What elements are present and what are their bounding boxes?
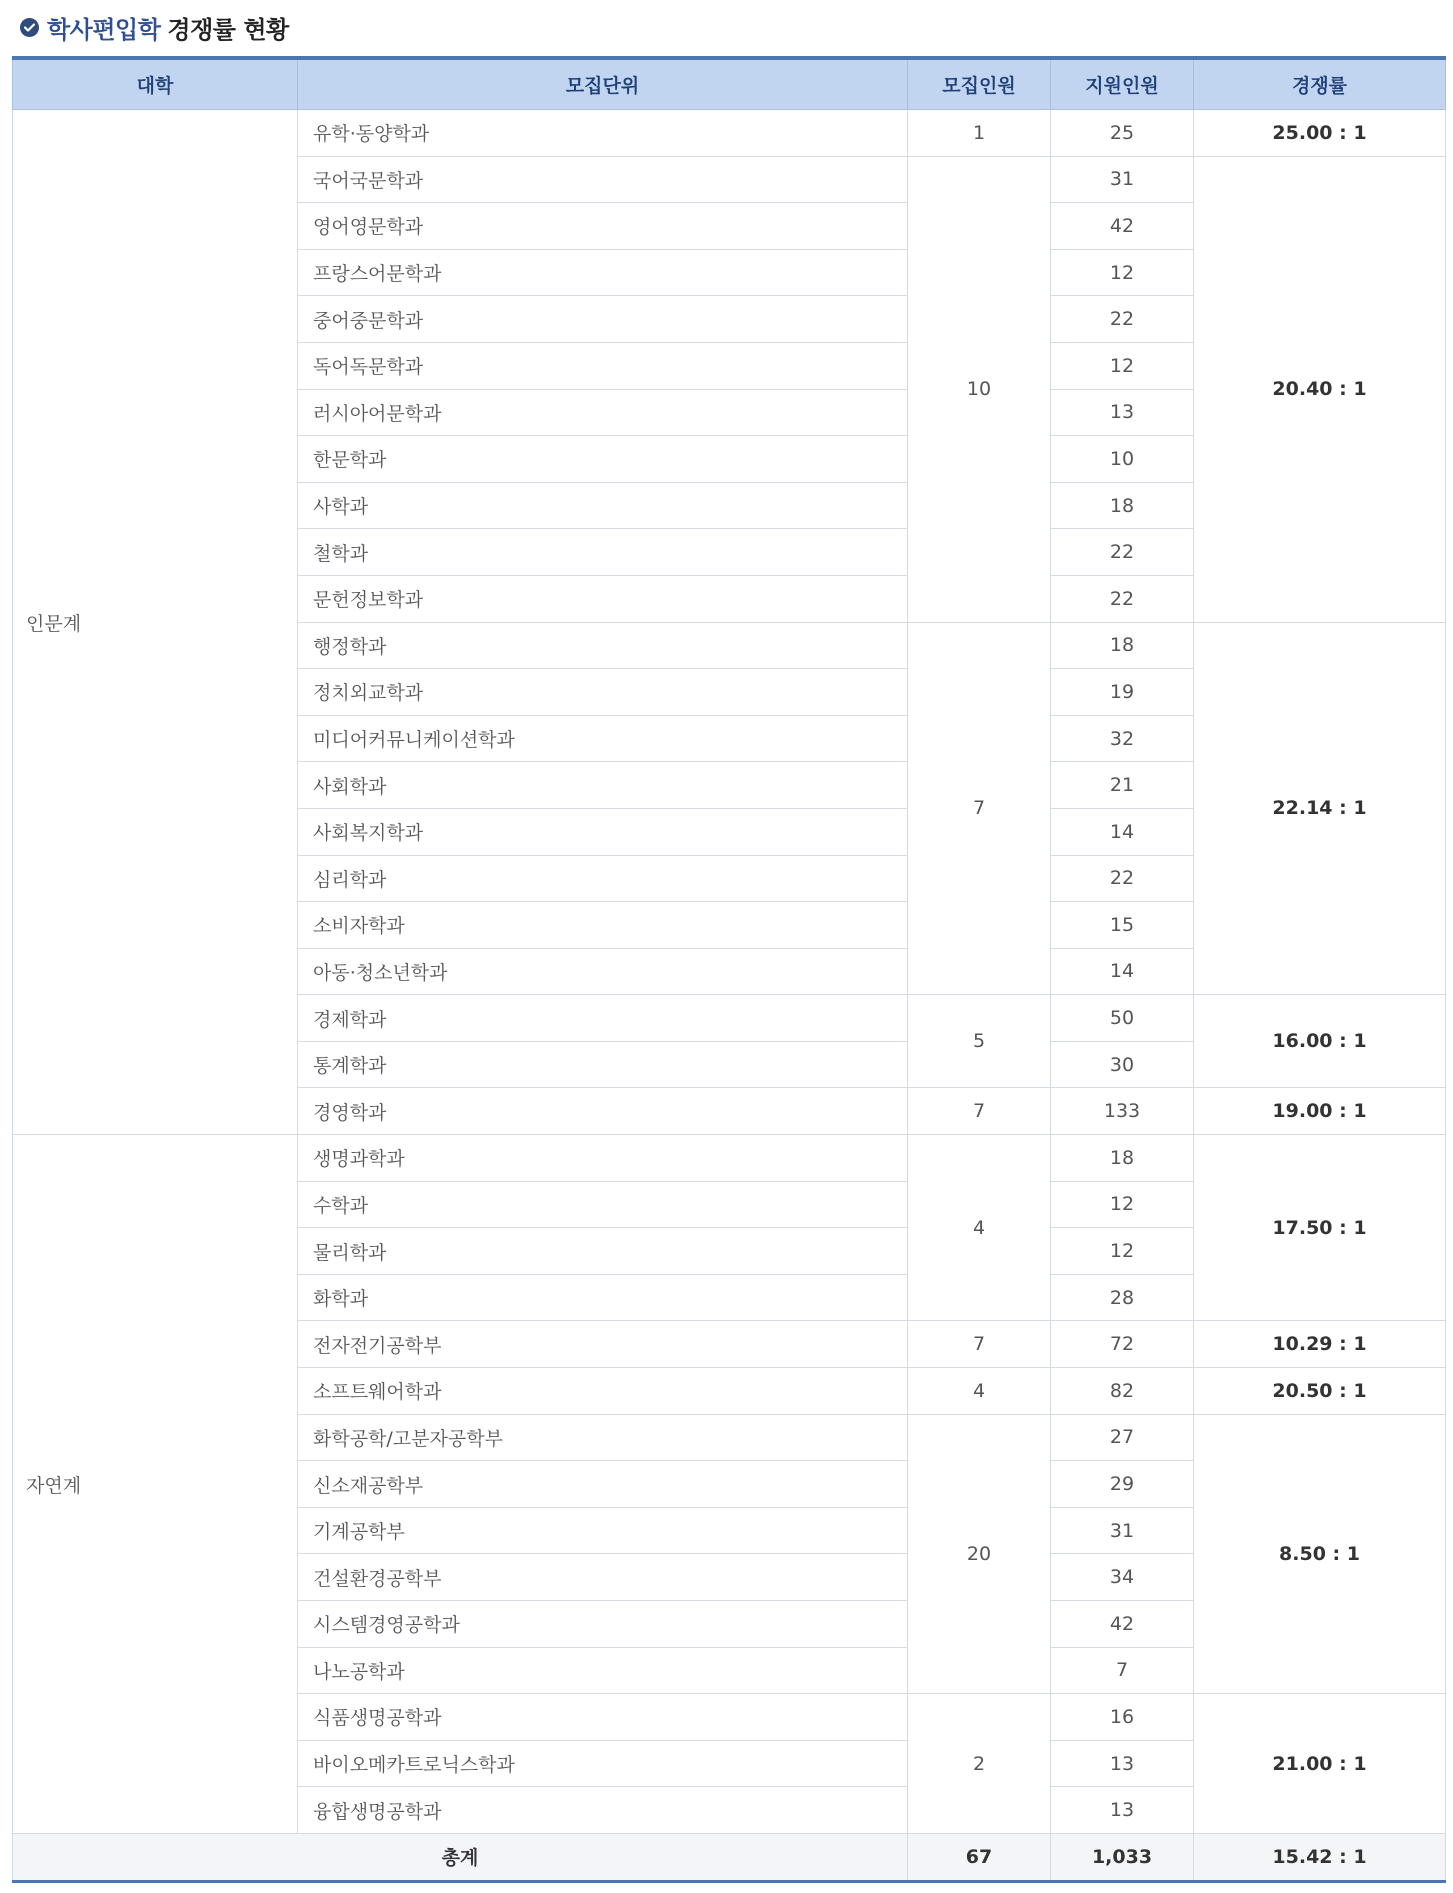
unit-cell: 생명과학과	[298, 1135, 908, 1182]
unit-cell: 소비자학과	[298, 902, 908, 949]
quota-cell: 7	[908, 1321, 1051, 1368]
applicants-cell: 12	[1051, 342, 1194, 389]
college-cell: 자연계	[13, 1135, 298, 1834]
check-circle-icon	[20, 18, 39, 37]
quota-cell: 7	[908, 1088, 1051, 1135]
unit-cell: 사회복지학과	[298, 808, 908, 855]
applicants-cell: 133	[1051, 1088, 1194, 1135]
rate-cell: 10.29 : 1	[1194, 1321, 1446, 1368]
applicants-cell: 18	[1051, 482, 1194, 529]
unit-cell: 전자전기공학부	[298, 1321, 908, 1368]
applicants-cell: 18	[1051, 622, 1194, 669]
unit-cell: 정치외교학과	[298, 669, 908, 716]
applicants-cell: 21	[1051, 762, 1194, 809]
header-rate: 경쟁률	[1194, 58, 1446, 110]
rate-cell: 20.40 : 1	[1194, 156, 1446, 622]
unit-cell: 융합생명공학과	[298, 1787, 908, 1834]
applicants-cell: 18	[1051, 1135, 1194, 1182]
unit-cell: 물리학과	[298, 1228, 908, 1275]
unit-cell: 나노공학과	[298, 1647, 908, 1694]
rate-cell: 17.50 : 1	[1194, 1135, 1446, 1321]
applicants-cell: 14	[1051, 948, 1194, 995]
applicants-cell: 19	[1051, 669, 1194, 716]
header-unit: 모집단위	[298, 58, 908, 110]
section-heading	[20, 10, 289, 44]
table-header-row	[13, 58, 1446, 110]
rate-cell: 16.00 : 1	[1194, 995, 1446, 1088]
unit-cell: 심리학과	[298, 855, 908, 902]
unit-cell: 사회학과	[298, 762, 908, 809]
rate-cell: 22.14 : 1	[1194, 622, 1446, 995]
unit-cell: 유학·동양학과	[298, 110, 908, 157]
quota-cell: 5	[908, 995, 1051, 1088]
unit-cell: 프랑스어문학과	[298, 249, 908, 296]
applicants-cell: 27	[1051, 1414, 1194, 1461]
unit-cell: 건설환경공학부	[298, 1554, 908, 1601]
applicants-cell: 28	[1051, 1274, 1194, 1321]
college-cell: 인문계	[13, 110, 298, 1135]
applicants-cell: 31	[1051, 156, 1194, 203]
applicants-cell: 42	[1051, 203, 1194, 250]
applicants-cell: 42	[1051, 1601, 1194, 1648]
quota-cell: 4	[908, 1135, 1051, 1321]
applicants-cell: 72	[1051, 1321, 1194, 1368]
unit-cell: 신소재공학부	[298, 1461, 908, 1508]
quota-cell: 7	[908, 622, 1051, 995]
heading-title: 경쟁률 현황	[167, 15, 289, 44]
header-quota: 모집인원	[908, 58, 1051, 110]
unit-cell: 아동·청소년학과	[298, 948, 908, 995]
applicants-cell: 29	[1051, 1461, 1194, 1508]
unit-cell: 시스템경영공학과	[298, 1601, 908, 1648]
total-quota: 67	[908, 1833, 1051, 1881]
rate-cell: 8.50 : 1	[1194, 1414, 1446, 1694]
unit-cell: 중어중문학과	[298, 296, 908, 343]
total-label: 총계	[13, 1833, 908, 1881]
unit-cell: 소프트웨어학과	[298, 1368, 908, 1415]
unit-cell: 수학과	[298, 1181, 908, 1228]
unit-cell: 통계학과	[298, 1041, 908, 1088]
total-row	[13, 1833, 1446, 1881]
quota-cell: 10	[908, 156, 1051, 622]
quota-cell: 2	[908, 1694, 1051, 1834]
applicants-cell: 25	[1051, 110, 1194, 157]
unit-cell: 미디어커뮤니케이션학과	[298, 715, 908, 762]
unit-cell: 화학공학/고분자공학부	[298, 1414, 908, 1461]
rate-cell: 20.50 : 1	[1194, 1368, 1446, 1415]
rate-cell: 19.00 : 1	[1194, 1088, 1446, 1135]
applicants-cell: 12	[1051, 1228, 1194, 1275]
applicants-cell: 32	[1051, 715, 1194, 762]
applicants-cell: 82	[1051, 1368, 1194, 1415]
applicants-cell: 12	[1051, 1181, 1194, 1228]
applicants-cell: 14	[1051, 808, 1194, 855]
table-body	[13, 110, 1446, 1834]
unit-cell: 식품생명공학과	[298, 1694, 908, 1741]
unit-cell: 한문학과	[298, 436, 908, 483]
header-college: 대학	[13, 58, 298, 110]
applicants-cell: 22	[1051, 855, 1194, 902]
total-rate: 15.42 : 1	[1194, 1833, 1446, 1881]
unit-cell: 철학과	[298, 529, 908, 576]
applicants-cell: 7	[1051, 1647, 1194, 1694]
rate-cell: 21.00 : 1	[1194, 1694, 1446, 1834]
header-applicants: 지원인원	[1051, 58, 1194, 110]
unit-cell: 기계공학부	[298, 1507, 908, 1554]
applicants-cell: 34	[1051, 1554, 1194, 1601]
applicants-cell: 22	[1051, 529, 1194, 576]
applicants-cell: 10	[1051, 436, 1194, 483]
heading-accent: 학사편입학	[47, 15, 161, 44]
unit-cell: 사학과	[298, 482, 908, 529]
quota-cell: 4	[908, 1368, 1051, 1415]
unit-cell: 화학과	[298, 1274, 908, 1321]
rate-cell: 25.00 : 1	[1194, 110, 1446, 157]
applicants-cell: 22	[1051, 575, 1194, 622]
unit-cell: 독어독문학과	[298, 342, 908, 389]
applicants-cell: 13	[1051, 1787, 1194, 1834]
unit-cell: 바이오메카트로닉스학과	[298, 1740, 908, 1787]
applicants-cell: 13	[1051, 1740, 1194, 1787]
unit-cell: 문헌정보학과	[298, 575, 908, 622]
unit-cell: 행정학과	[298, 622, 908, 669]
applicants-cell: 22	[1051, 296, 1194, 343]
applicants-cell: 50	[1051, 995, 1194, 1042]
applicants-cell: 30	[1051, 1041, 1194, 1088]
unit-cell: 경영학과	[298, 1088, 908, 1135]
applicants-cell: 13	[1051, 389, 1194, 436]
quota-cell: 1	[908, 110, 1051, 157]
applicants-cell: 15	[1051, 902, 1194, 949]
competition-table	[12, 56, 1446, 1883]
applicants-cell: 16	[1051, 1694, 1194, 1741]
unit-cell: 국어국문학과	[298, 156, 908, 203]
total-applicants: 1,033	[1051, 1833, 1194, 1881]
unit-cell: 러시아어문학과	[298, 389, 908, 436]
unit-cell: 경제학과	[298, 995, 908, 1042]
applicants-cell: 31	[1051, 1507, 1194, 1554]
quota-cell: 20	[908, 1414, 1051, 1694]
unit-cell: 영어영문학과	[298, 203, 908, 250]
table-row	[13, 110, 1446, 157]
applicants-cell: 12	[1051, 249, 1194, 296]
table-row	[13, 1135, 1446, 1182]
